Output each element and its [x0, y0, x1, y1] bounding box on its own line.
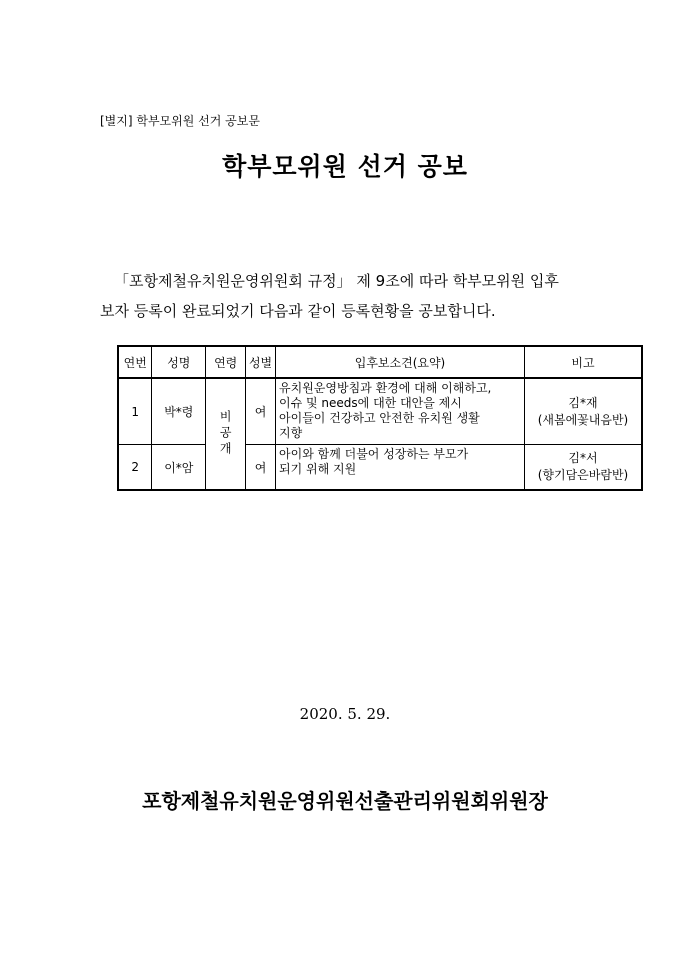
document-date: 2020. 5. 29. [299, 705, 391, 723]
intro-line-2: 보자 등록이 완료되었기 다음과 같이 등록현황을 공보합니다. [100, 302, 496, 320]
annex-label: [별지] 학부모위원 선거 공보문 [100, 114, 260, 128]
intro-paragraph [100, 266, 600, 326]
cell-no: 1 [118, 378, 152, 445]
cell-age [206, 378, 246, 490]
note-line: 김*서 [568, 451, 598, 465]
pledge-line: 유치원운영방침과 환경에 대해 이해하고, [279, 381, 492, 395]
age-value: 비공개 [218, 410, 233, 458]
header-gender: 성별 [246, 346, 276, 378]
document-title: 학부모위원 선거 공보 [222, 152, 468, 181]
candidate-table [117, 345, 643, 491]
cell-name: 박*령 [152, 378, 206, 445]
cell-name: 이*암 [152, 445, 206, 491]
intro-line-1: 「포항제철유치원운영위원회 규정」 제 9조에 따라 학부모위원 입후 [114, 272, 559, 290]
table-header-row [118, 346, 642, 378]
pledge-line: 이슈 및 needs에 대한 대안을 제시 [279, 396, 462, 410]
cell-note [524, 378, 642, 445]
header-age: 연령 [206, 346, 246, 378]
cell-note [524, 445, 642, 491]
table-row [118, 378, 642, 445]
table-row [118, 445, 642, 491]
signature-line: 포항제철유치원운영위원선출관리위원회위원장 [142, 789, 548, 813]
pledge-line: 지향 [279, 426, 303, 440]
pledge-line: 되기 위해 지원 [279, 462, 357, 476]
cell-pledge [276, 378, 525, 445]
cell-gender: 여 [246, 378, 276, 445]
note-line: 김*재 [568, 395, 598, 410]
pledge-line: 아이와 함께 더불어 성장하는 부모가 [279, 447, 469, 461]
pledge-line: 아이들이 건강하고 안전한 유치원 생활 [279, 411, 480, 425]
cell-pledge [276, 445, 525, 491]
cell-no: 2 [118, 445, 152, 491]
header-name: 성명 [152, 346, 206, 378]
note-line: (새봄에꽃내음반) [537, 412, 629, 427]
header-note: 비고 [524, 346, 642, 378]
cell-gender: 여 [246, 445, 276, 491]
note-line: (향기담은바람반) [537, 468, 629, 482]
header-no: 연번 [118, 346, 152, 378]
header-pledge: 입후보소견(요약) [276, 346, 525, 378]
